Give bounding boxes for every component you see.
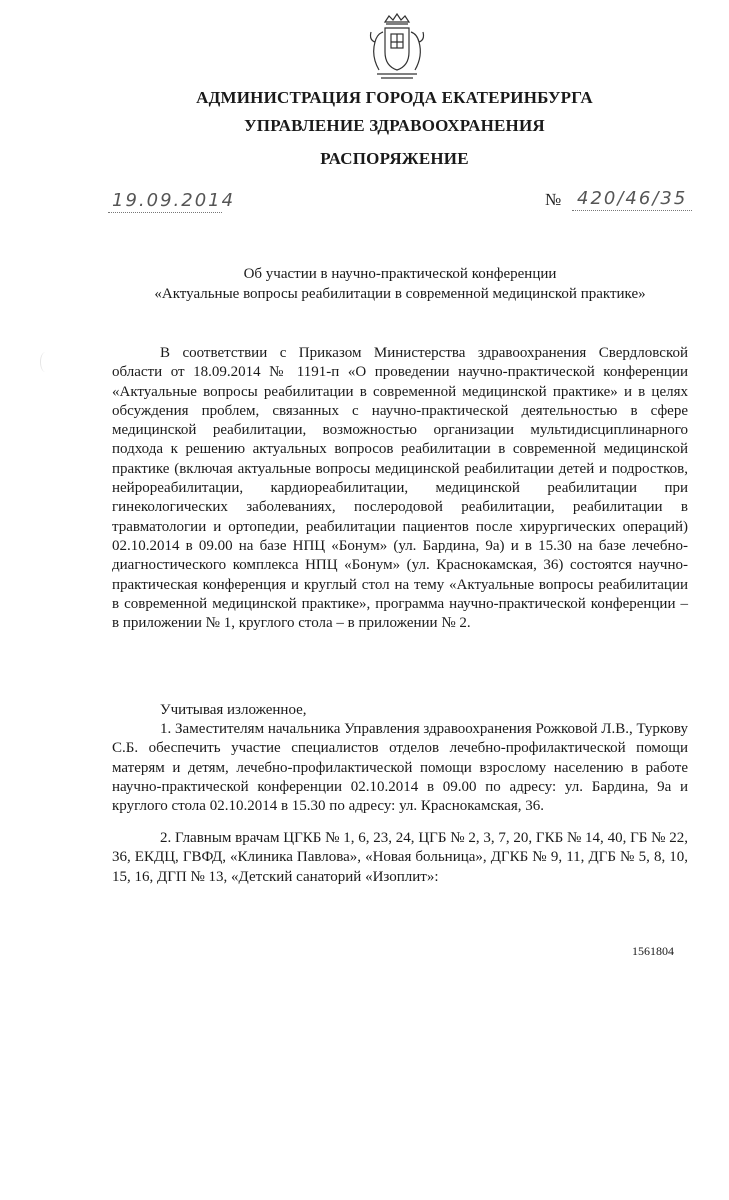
organization-name: АДМИНИСТРАЦИЯ ГОРОДА ЕКАТЕРИНБУРГА bbox=[196, 88, 593, 107]
department-name: УПРАВЛЕНИЕ ЗДРАВООХРАНЕНИЯ bbox=[244, 116, 545, 135]
title-line-2: «Актуальные вопросы реабилитации в современной медицинской практике» bbox=[154, 286, 646, 302]
number-line bbox=[572, 210, 692, 211]
document-date: 19.09.2014 bbox=[112, 190, 236, 211]
number-sign: № bbox=[545, 190, 562, 209]
paragraph-preamble: В соответствии с Приказом Министерства здравоохранения Свердловской области от 18.09.2014 № 1191-п «О проведении научно-практической конференции «Актуальные вопросы реабилитации в современной медицинской практике» и в целях обсуждения проблем, связанных с научно-практической деятельностью в сфере медицинской реабилитации, возможностью организации мультидисциплинарного подхода к решению актуальных вопросов реабилитации в современной медицинской практике (включая актуальные вопросы медицинской реабилитации детей и подростков, нейрореабилитации, кардиореабилитации, медицинской реабилитации при гинекологических заболеваниях, послеродовой реабилитации, реабилитации в травматологии и ортопедии, реабилитации пациентов после хирургических операций) 02.10.2014 в 09.00 на базе НПЦ «Бонум» (ул. Бардина, 9а) и в 15.30 на базе лечебно-диагностического комплекса НПЦ «Бонум» (ул. Краснокамская, 36) состоятся научно-практическая конференция и круглый стол на тему «Актуальные вопросы реабилитации в современной медицинской практике», программа научно-практической конференции – в приложении № 1, круглого стола – в приложении № 2. bbox=[112, 345, 688, 632]
paragraph-item-1: 1. Заместителям начальника Управления здравоохранения Рожковой Л.В., Туркову С.Б. обеспечить участие специалистов отделов лечебно-профилактической помощи матерям и детям, лечебно-профилактической помощи взрослому населению в работе научно-практической конференции 02.10.2014 в 09.00 по адресу: ул. Бардина, 9а и круглого стола 02.10.2014 в 15.30 по адресу: ул. Краснокамская, 36. bbox=[112, 721, 688, 815]
coat-of-arms-icon bbox=[361, 12, 433, 84]
paragraph-considering: Учитывая изложенное, bbox=[160, 702, 307, 718]
paragraph-item-2: 2. Главным врачам ЦГКБ № 1, 6, 23, 24, ЦГБ № 2, 3, 7, 20, ГКБ № 14, 40, ГБ № 22, 36, ЕКДЦ, ГВФД, «Клиника Павлова», «Новая больница», ДГКБ № 9, 11, ДГБ № 5, 8, 10, 15, 16, ДГП № 13, «Детский санаторий «Изоплит»: bbox=[112, 830, 688, 885]
document-number: 420/46/35 bbox=[577, 188, 688, 209]
document-type: РАСПОРЯЖЕНИЕ bbox=[320, 149, 469, 168]
document-title bbox=[108, 264, 692, 304]
scan-mark bbox=[40, 352, 51, 372]
date-line bbox=[108, 212, 222, 213]
title-line-1: Об участии в научно-практической конференции bbox=[243, 266, 557, 282]
document-code: 1561804 bbox=[632, 944, 674, 958]
